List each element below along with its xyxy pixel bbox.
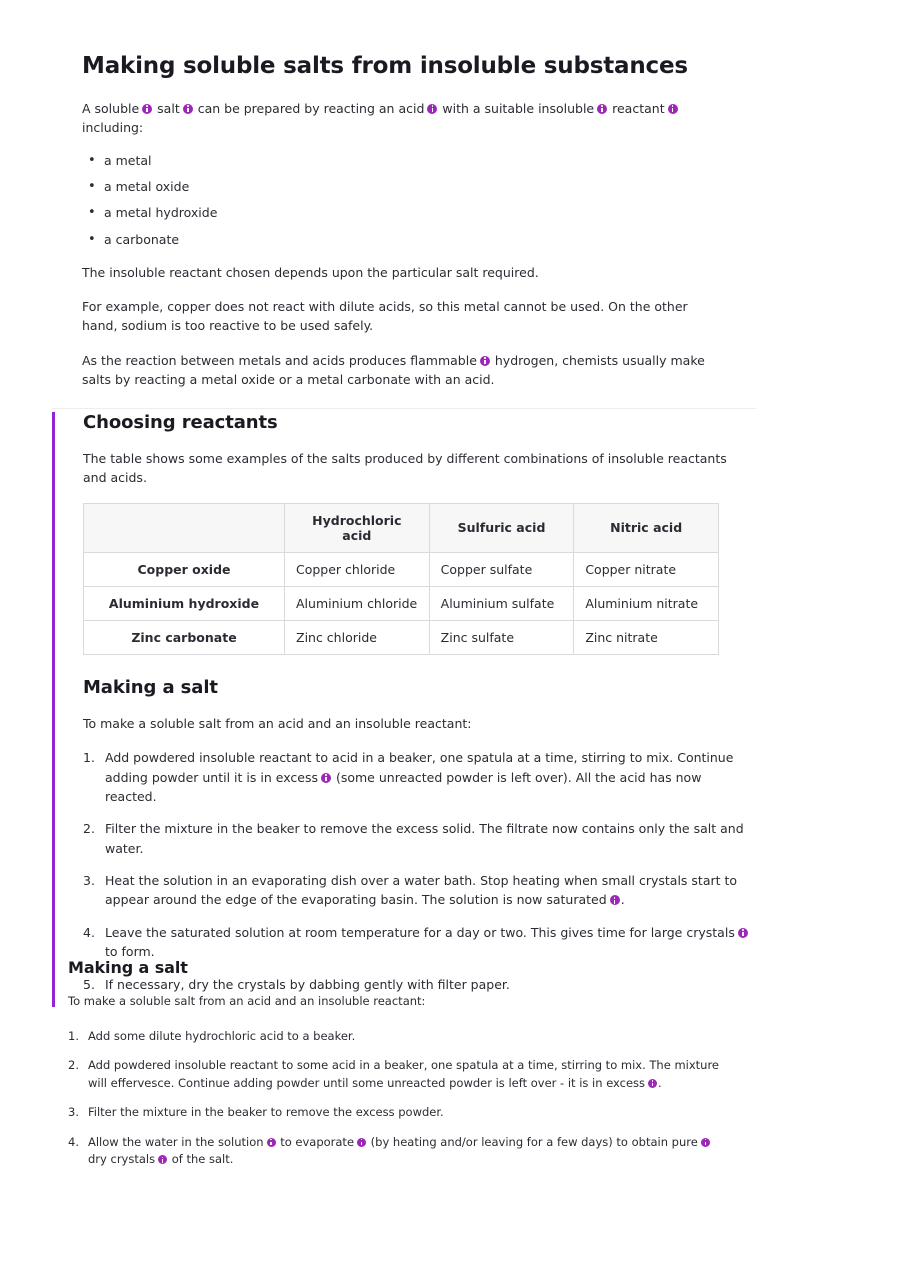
- page-title: Making soluble salts from insoluble substances: [82, 53, 688, 79]
- info-icon[interactable]: [648, 1079, 657, 1088]
- section-heading-making-a-salt: Making a salt: [83, 676, 218, 698]
- table-cell: Zinc sulfate: [429, 620, 574, 654]
- table-corner-cell: [84, 503, 285, 552]
- intro-text-c: can be prepared by reacting an: [197, 100, 395, 116]
- paragraph-copper-sodium: For example, copper does not react with dilute acids, so this metal cannot be used. On the other hand, sodium is too reactive to be used safely.: [82, 298, 688, 334]
- table-row-header: Aluminium hydroxide: [84, 586, 285, 620]
- making-a-salt-secondary-intro: To make a soluble salt from an acid and an insoluble reactant:: [68, 994, 426, 1008]
- intro-text-d: acid: [398, 100, 425, 116]
- step-text-b: excess: [606, 1075, 646, 1090]
- step-text-f: pure: [671, 1134, 698, 1149]
- intro-block: [82, 52, 722, 404]
- step-item: [83, 871, 752, 910]
- step-item: [68, 1057, 728, 1092]
- info-icon[interactable]: [668, 104, 678, 114]
- step-item: [83, 748, 752, 806]
- table-cell: Aluminium sulfate: [429, 586, 574, 620]
- table-row: [84, 552, 719, 586]
- table-header-row: [84, 503, 719, 552]
- step-text-b: solution: [217, 1134, 264, 1149]
- table-row: [84, 620, 719, 654]
- info-icon[interactable]: [738, 928, 748, 938]
- step-text-b: excess: [275, 769, 318, 785]
- table-cell: Copper sulfate: [429, 552, 574, 586]
- making-a-salt-intro: To make a soluble salt from an acid and an insoluble reactant:: [83, 715, 472, 731]
- table-cell: Aluminium nitrate: [574, 586, 719, 620]
- table-intro-text: The table shows some examples of the salts produced by different combinations of insoluble reactants and acids.: [83, 451, 727, 486]
- step-text-c: .: [620, 892, 625, 908]
- making-a-salt-secondary-section: [68, 958, 728, 1181]
- info-icon[interactable]: [597, 104, 607, 114]
- list-item: • a metal oxide: [82, 179, 722, 196]
- intro-text-b: salt: [157, 100, 180, 116]
- step-text-e: (by heating and/or leaving for a few days) to obtain: [370, 1134, 668, 1149]
- step-text-d: evaporate: [295, 1134, 355, 1149]
- table-cell: Zinc chloride: [285, 620, 430, 654]
- info-icon[interactable]: [427, 104, 437, 114]
- step-item: [68, 1134, 728, 1169]
- table-cell: Copper nitrate: [574, 552, 719, 586]
- info-icon[interactable]: [183, 104, 193, 114]
- section-heading-making-a-salt-secondary: Making a salt: [68, 958, 188, 977]
- salts-table: [83, 503, 719, 655]
- intro-text-h: including:: [82, 120, 144, 136]
- section-divider: [52, 408, 756, 409]
- info-icon[interactable]: [480, 356, 490, 366]
- step-item: Add some dilute hydrochloric acid to a beaker.: [88, 1028, 356, 1043]
- step-text-b: crystals: [686, 924, 735, 940]
- step-text-i: of the salt.: [171, 1152, 234, 1167]
- step-text-h: crystals: [110, 1152, 156, 1167]
- info-icon[interactable]: [267, 1138, 276, 1147]
- paragraph-insoluble-reactant: The insoluble reactant chosen depends upon the particular salt required.: [82, 264, 539, 280]
- choosing-reactants-section: [52, 412, 752, 1007]
- step-text-c: (some unreacted powder is left over). All the acid has now reacted.: [105, 769, 702, 804]
- step-text-b: saturated: [546, 892, 607, 908]
- step-text-g: dry: [88, 1152, 107, 1167]
- intro-text-a: A soluble: [82, 100, 140, 116]
- table-row: [84, 586, 719, 620]
- info-icon[interactable]: [321, 773, 331, 783]
- paragraph-text-c: hydrogen, chemists usually make salts by reacting a metal oxide or a metal carbonate with an acid.: [82, 352, 705, 387]
- step-text-a: Add powdered insoluble reactant to some acid in a beaker, one spatula at a time, stirring to mix. The mixture will effervesce. Continue adding powder until some unreacted powder is left over - it is in: [88, 1058, 719, 1090]
- paragraph-text-a: As the reaction between metals and acids produces: [82, 352, 407, 368]
- step-text-a: Heat the solution in an evaporating dish over a water bath. Stop heating when small crystals start to appear around the edge of the evaporating basin. The solution is now: [105, 873, 738, 908]
- list-item: • a metal hydroxide: [82, 205, 722, 222]
- step-text-a: Add powdered insoluble reactant to acid in a beaker, one spatula at a time, stirring to mix. Continue adding powder until it is in: [105, 750, 734, 785]
- list-item: • a metal: [82, 153, 722, 170]
- info-icon[interactable]: [701, 1138, 710, 1147]
- table-body: [84, 552, 719, 654]
- making-a-salt-steps: [83, 748, 752, 994]
- step-text-a: Allow the water in the: [88, 1134, 215, 1149]
- table-header: [84, 503, 719, 552]
- table-cell: Aluminium chloride: [285, 586, 430, 620]
- info-icon[interactable]: [357, 1138, 366, 1147]
- reactant-options-list: [82, 153, 722, 249]
- step-item: Filter the mixture in the beaker to remove the excess powder.: [88, 1105, 444, 1120]
- intro-text-f: insoluble: [538, 100, 595, 116]
- paragraph-flammable-hydrogen: [82, 351, 722, 390]
- table-column-header: Nitric acid: [574, 503, 719, 552]
- making-a-salt-secondary-steps: [68, 1028, 728, 1169]
- table-row-header: Zinc carbonate: [84, 620, 285, 654]
- table-row-header: Copper oxide: [84, 552, 285, 586]
- step-text-c: to form.: [105, 944, 155, 960]
- step-text-a: Leave the saturated solution at room temperature for a day or two. This gives time for large: [105, 924, 683, 940]
- table-cell: Copper chloride: [285, 552, 430, 586]
- table-column-header: Hydrochloric acid: [285, 503, 430, 552]
- step-item: Filter the mixture in the beaker to remove the excess solid. The filtrate now contains only the salt and water.: [105, 821, 744, 856]
- info-icon[interactable]: [610, 895, 620, 905]
- info-icon[interactable]: [158, 1155, 167, 1164]
- intro-paragraph: [82, 99, 722, 138]
- intro-text-g: reactant: [612, 100, 665, 116]
- info-icon[interactable]: [142, 104, 152, 114]
- step-text-c: to: [280, 1134, 292, 1149]
- step-item: If necessary, dry the crystals by dabbing gently with filter paper.: [105, 976, 510, 992]
- step-text-c: .: [658, 1075, 662, 1090]
- intro-text-e: with a suitable: [442, 100, 535, 116]
- table-column-header: Sulfuric acid: [429, 503, 574, 552]
- section-heading-choosing-reactants: Choosing reactants: [83, 412, 278, 433]
- list-item: • a carbonate: [82, 232, 722, 249]
- step-item: [83, 923, 752, 962]
- paragraph-text-b: flammable: [410, 352, 477, 368]
- table-cell: Zinc nitrate: [574, 620, 719, 654]
